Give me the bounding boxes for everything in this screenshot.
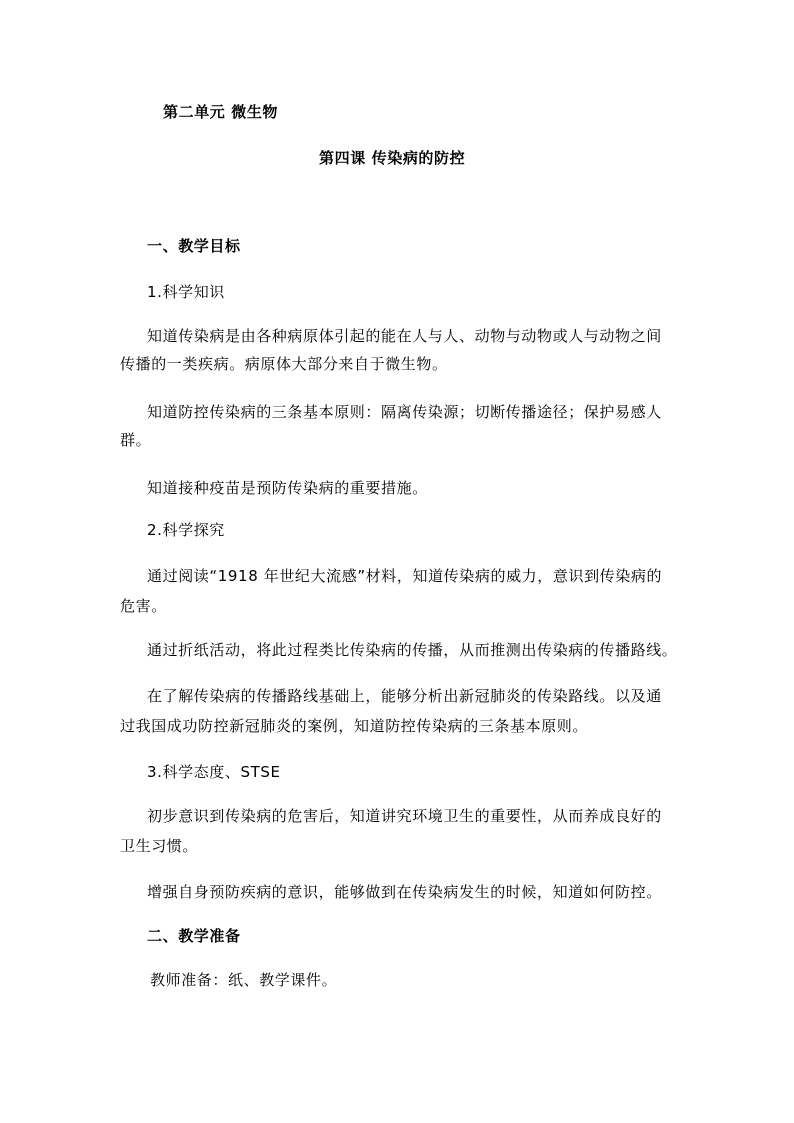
paragraph-line: 知道传染病是由各种病原体引起的能在人与人、动物与动物或人与动物之间 [147,327,662,345]
paragraph-line: 危害。 [120,597,167,615]
paragraph-line: 通过折纸活动，将此过程类比传染病的传播，从而推测出传染病的传播路线。 [147,641,678,659]
paragraph-line: 教师准备：纸、教学课件。 [150,971,338,989]
paragraph-line: 知道防控传染病的三条基本原则：隔离传染源；切断传播途径；保护易感人 [147,403,662,421]
paragraph-line: 群。 [120,431,152,449]
section-heading-preparation: 二、教学准备 [147,927,241,945]
lesson-title: 第四课 传染病的防控 [319,149,466,167]
section-heading-objectives: 一、教学目标 [147,237,241,255]
subsection-title-attitude: 3.科学态度、STSE [147,763,281,781]
paragraph-line: 在了解传染病的传播路线基础上，能够分析出新冠肺炎的传染路线。以及通 [147,687,662,705]
paragraph-line: 传播的一类疾病。病原体大部分来自于微生物。 [120,355,448,373]
paragraph-line: 初步意识到传染病的危害后，知道讲究环境卫生的重要性，从而养成良好的 [147,807,662,825]
paragraph-line: 过我国成功防控新冠肺炎的案例，知道防控传染病的三条基本原则。 [120,717,589,735]
unit-title: 第二单元 微生物 [163,103,279,121]
paragraph-line: 知道接种疫苗是预防传染病的重要措施。 [147,479,428,497]
paragraph-line: 卫生习惯。 [120,837,199,855]
subsection-title-knowledge: 1.科学知识 [147,283,225,301]
paragraph-line: 通过阅读“1918 年世纪大流感”材料，知道传染病的威力，意识到传染病的 [147,567,663,585]
paragraph-line: 增强自身预防疾病的意识，能够做到在传染病发生的时候，知道如何防控。 [147,883,662,901]
subsection-title-inquiry: 2.科学探究 [147,521,225,539]
